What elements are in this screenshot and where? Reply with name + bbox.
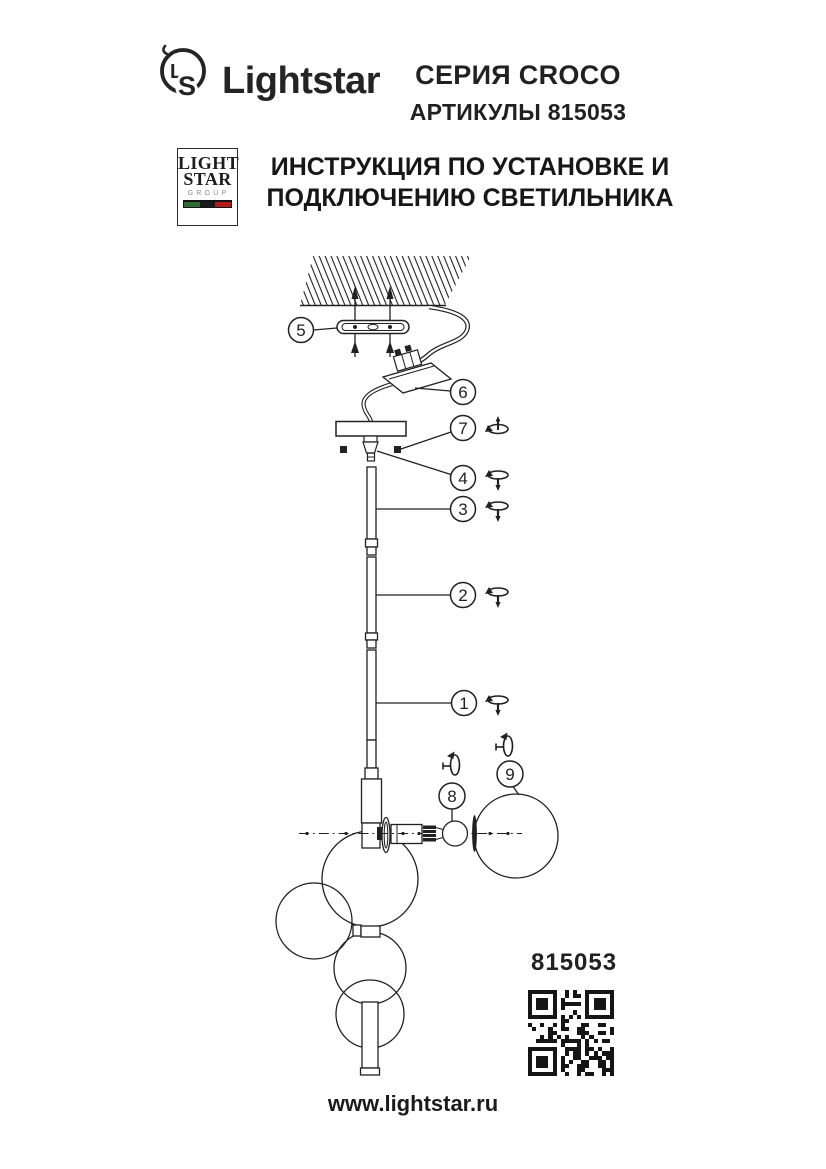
screw-action-icon xyxy=(485,470,508,491)
group-logo-star: STAR xyxy=(183,169,232,190)
rotate-action-icon xyxy=(496,733,513,757)
lamp-hub xyxy=(362,818,422,853)
callout-number: 9 xyxy=(505,765,515,784)
group-logo-light: LIGHT xyxy=(178,153,240,173)
website-url: www.lightstar.ru xyxy=(327,1091,499,1116)
callout-number: 5 xyxy=(296,321,306,340)
callout-number: 6 xyxy=(458,383,468,402)
light-bulb xyxy=(423,821,468,846)
callout-7 xyxy=(401,416,508,450)
instruction-line-2: ПОДКЛЮЧЕНИЮ СВЕТИЛЬНИКА xyxy=(266,183,674,212)
bracket-screws xyxy=(351,334,394,357)
ceiling-hatched-surface xyxy=(300,256,471,306)
articles-title: АРТИКУЛЫ 815053 xyxy=(409,99,627,125)
terminal-block xyxy=(383,343,451,393)
rotate-action-icon xyxy=(485,416,508,434)
callout-1 xyxy=(376,691,508,717)
callout-5 xyxy=(289,318,338,343)
brand-wordmark: Lightstar xyxy=(222,59,381,102)
rotate-action-icon xyxy=(443,752,460,776)
callout-number: 2 xyxy=(458,586,468,605)
screw-action-icon xyxy=(485,587,508,608)
callout-8 xyxy=(439,752,465,822)
article-number: 815053 xyxy=(531,949,618,976)
screw-action-icon xyxy=(485,501,508,522)
mounting-bracket xyxy=(337,321,409,334)
rod-section-lower xyxy=(362,650,382,823)
group-logo-group: GROUP xyxy=(187,190,230,198)
callout-number: 3 xyxy=(458,500,468,519)
rod-section-middle xyxy=(366,557,378,648)
logo-letter-l: L xyxy=(170,61,183,83)
callout-number: 1 xyxy=(459,694,469,713)
glass-shade xyxy=(472,794,558,878)
cord-grip xyxy=(363,436,378,461)
rod-section-upper xyxy=(366,467,378,555)
qr-code xyxy=(528,990,614,1076)
logo-letter-s: S xyxy=(178,71,197,101)
series-title: СЕРИЯ CROCO xyxy=(415,60,621,90)
callout-number: 7 xyxy=(458,419,468,438)
callout-number: 8 xyxy=(447,787,457,806)
callout-9 xyxy=(496,733,523,796)
callout-3 xyxy=(376,497,508,523)
shade-cluster xyxy=(276,831,418,1075)
instruction-line-1: ИНСТРУКЦИЯ ПО УСТАНОВКЕ И xyxy=(270,153,670,181)
callout-number: 4 xyxy=(458,469,468,488)
screw-action-icon xyxy=(485,695,508,716)
callout-4 xyxy=(377,451,508,491)
callout-2 xyxy=(376,583,508,609)
